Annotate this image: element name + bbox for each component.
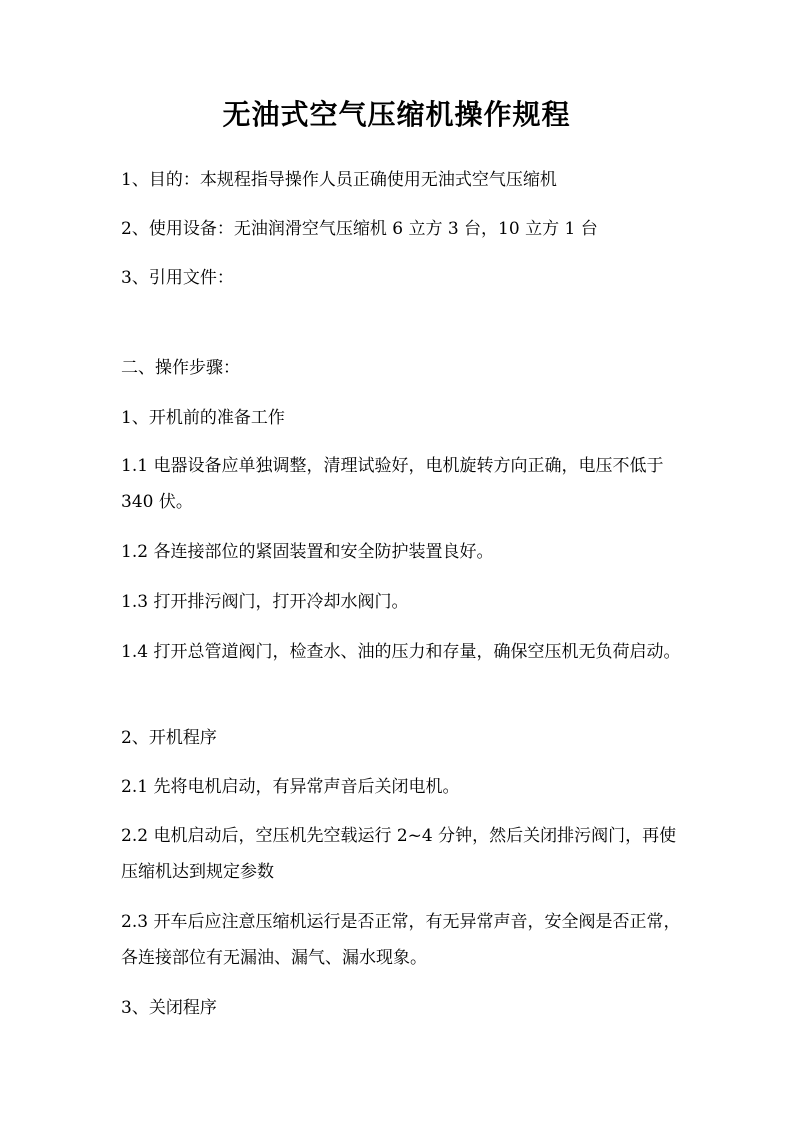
paragraph-references: 3、引用文件： <box>121 268 234 288</box>
paragraph-1-4: 1.4 打开总管道阀门，检查水、油的压力和存量，确保空压机无负荷启动。 <box>121 642 681 662</box>
paragraph-2-2: 2.2 电机启动后，空压机先空载运行 2~4 分钟，然后关闭排污阀门，再使压缩机达到规定参数 <box>121 826 677 882</box>
paragraph-2-1: 2.1 先将电机启动，有异常声音后关闭电机。 <box>121 777 460 797</box>
paragraph-1-2: 1.2 各连接部位的紧固装置和安全防护装置良好。 <box>121 542 494 562</box>
section-heading-operation-steps: 二、操作步骤： <box>121 358 240 378</box>
paragraph-2-3: 2.3 开车后应注意压缩机运行是否正常，有无异常声音，安全阀是否正常，各连接部位有无漏油、漏气、漏水现象。 <box>121 912 681 968</box>
paragraph-equipment: 2、使用设备：无油润滑空气压缩机 6 立方 3 台，10 立方 1 台 <box>121 219 598 239</box>
subsection-heading-shutdown: 3、关闭程序 <box>121 998 217 1018</box>
subsection-heading-preparation: 1、开机前的准备工作 <box>121 408 285 428</box>
paragraph-1-1: 1.1 电器设备应单独调整，清理试验好，电机旋转方向正确，电压不低于 340 伏。 <box>121 456 664 512</box>
paragraph-purpose: 1、目的：本规程指导操作人员正确使用无油式空气压缩机 <box>121 170 557 190</box>
document-title: 无油式空气压缩机操作规程 <box>222 98 571 131</box>
paragraph-1-3: 1.3 打开排污阀门，打开冷却水阀门。 <box>121 592 409 612</box>
subsection-heading-startup: 2、开机程序 <box>121 728 217 748</box>
